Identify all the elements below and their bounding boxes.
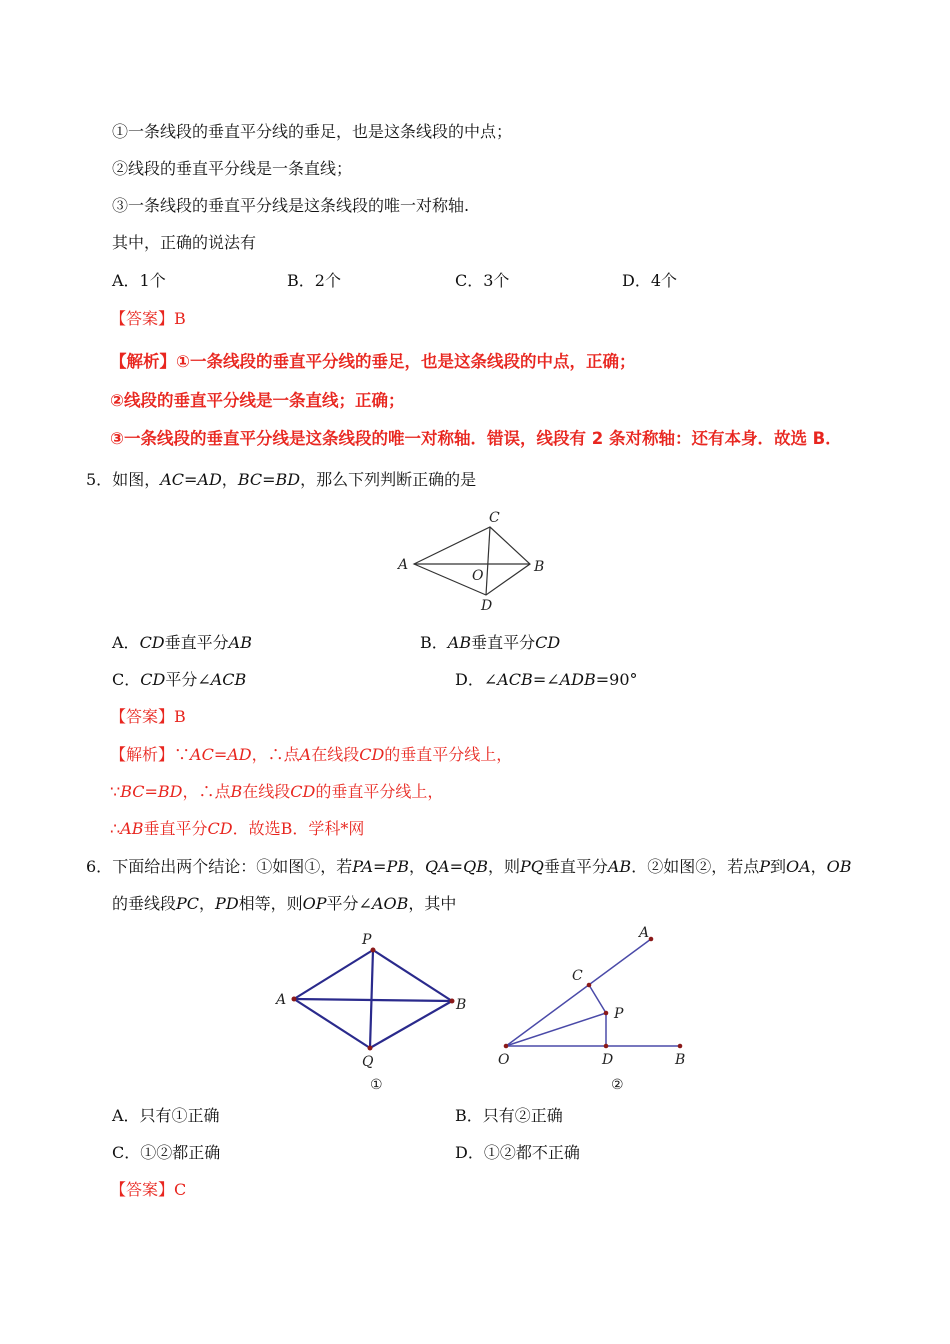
q5-option-b: B．AB垂直平分CD <box>420 633 561 652</box>
q6-option-d: D．①②都不正确 <box>455 1143 580 1162</box>
q5-option-a: A．CD垂直平分AB <box>112 633 252 652</box>
q6-fig2-segment-op <box>506 1013 606 1046</box>
q6-fig2-segment-pc <box>589 985 606 1013</box>
q6-option-c: C．①②都正确 <box>112 1143 221 1162</box>
q5-label-b: B <box>534 559 545 575</box>
q5-option-c: C．CD平分∠ACB <box>112 670 247 689</box>
q5-kite-outline <box>414 527 530 595</box>
q6-option-b: B．只有②正确 <box>455 1106 563 1125</box>
q6-answer: 【答案】C <box>110 1180 187 1199</box>
q4-statement-3: ③一条线段的垂直平分线是这条线段的唯一对称轴. <box>112 196 470 215</box>
q6-fig1-edge-pa <box>294 950 373 999</box>
q6-fig2-point-p <box>604 1011 609 1016</box>
q6-fig2-point-b <box>678 1044 683 1049</box>
q6-stem-line-2: 的垂线段PC，PD相等，则OP平分∠AOB，其中 <box>112 894 457 913</box>
q6-fig1-point-p <box>371 948 376 953</box>
q5-answer: 【答案】B <box>110 707 186 726</box>
q5-stem: 5．如图，AC=AD，BC=BD，那么下列判断正确的是 <box>86 470 477 489</box>
q6-figure-2 <box>492 922 702 1098</box>
q5-option-d: D．∠ACB=∠ADB=90° <box>455 670 638 689</box>
q4-prompt: 其中，正确的说法有 <box>112 233 257 252</box>
q4-statement-2: ②线段的垂直平分线是一条直线； <box>112 159 353 178</box>
q5-analysis-2: ∵BC=BD，∴点B在线段CD的垂直平分线上， <box>110 782 444 801</box>
q4-analysis-1: 【解析】①一条线段的垂直平分线的垂足，也是这条线段的中点，正确； <box>110 352 636 371</box>
q6-fig2-label-o: O <box>498 1052 510 1068</box>
q6-option-a: A．只有①正确 <box>112 1106 220 1125</box>
q4-statement-1: ①一条线段的垂直平分线的垂足，也是这条线段的中点； <box>112 122 513 141</box>
q6-fig1-edge-qb <box>370 1001 452 1048</box>
q6-fig2-label-d: D <box>602 1052 614 1068</box>
q6-fig2-label-b: B <box>675 1052 686 1068</box>
q6-fig1-segment-pq <box>370 950 373 1048</box>
q5-label-o: O <box>472 568 484 584</box>
q6-fig2-label-p: P <box>614 1006 624 1022</box>
q4-option-a: A．1个 <box>112 271 166 290</box>
q6-fig1-point-b <box>450 999 455 1004</box>
q6-fig2-point-o <box>504 1044 509 1049</box>
q6-fig2-label-c: C <box>572 968 583 984</box>
q6-fig1-label-q: Q <box>362 1054 374 1070</box>
q4-option-b: B．2个 <box>287 271 341 290</box>
q5-label-a: A <box>398 557 409 573</box>
q4-option-d: D．4个 <box>622 271 678 290</box>
q6-fig1-segment-ab <box>294 999 452 1001</box>
q6-fig2-ray-oa <box>506 939 651 1046</box>
q6-fig2-point-c <box>587 983 592 988</box>
q5-analysis-1: 【解析】∵AC=AD，∴点A在线段CD的垂直平分线上， <box>110 745 513 764</box>
q4-option-c: C．3个 <box>455 271 510 290</box>
q6-fig1-point-q <box>368 1046 373 1051</box>
q6-fig1-label-b: B <box>456 997 467 1013</box>
q5-label-d: D <box>481 598 493 614</box>
q6-fig2-point-d <box>604 1044 609 1049</box>
q6-fig1-edge-pb <box>373 950 452 1001</box>
q6-fig2-caption: ② <box>611 1077 624 1093</box>
q6-fig1-label-a: A <box>276 992 287 1008</box>
q6-figure-1 <box>270 928 480 1098</box>
q4-answer: 【答案】B <box>110 309 186 328</box>
q5-figure <box>392 505 552 617</box>
q5-analysis-3: ∴AB垂直平分CD．故选B．学科*网 <box>110 819 365 838</box>
q4-analysis-2: ②线段的垂直平分线是一条直线；正确； <box>110 391 405 410</box>
q6-fig1-caption: ① <box>370 1077 383 1093</box>
q6-fig2-label-a: A <box>639 925 650 941</box>
q6-stem-line-1: 6．下面给出两个结论：①如图①，若PA=PB，QA=QB，则PQ垂直平分AB．②如图②，若点P到OA，OB <box>86 857 852 876</box>
q6-fig2-point-a <box>649 937 654 942</box>
q5-label-c: C <box>489 510 500 526</box>
q6-fig1-label-p: P <box>362 932 372 948</box>
q6-fig1-point-a <box>292 997 297 1002</box>
q5-segment-cd <box>486 527 490 595</box>
q4-analysis-3: ③一条线段的垂直平分线是这条线段的唯一对称轴．错误，线段有 2 条对称轴：还有本身．故选 B． <box>110 429 842 448</box>
q6-fig1-edge-qa <box>294 999 370 1048</box>
